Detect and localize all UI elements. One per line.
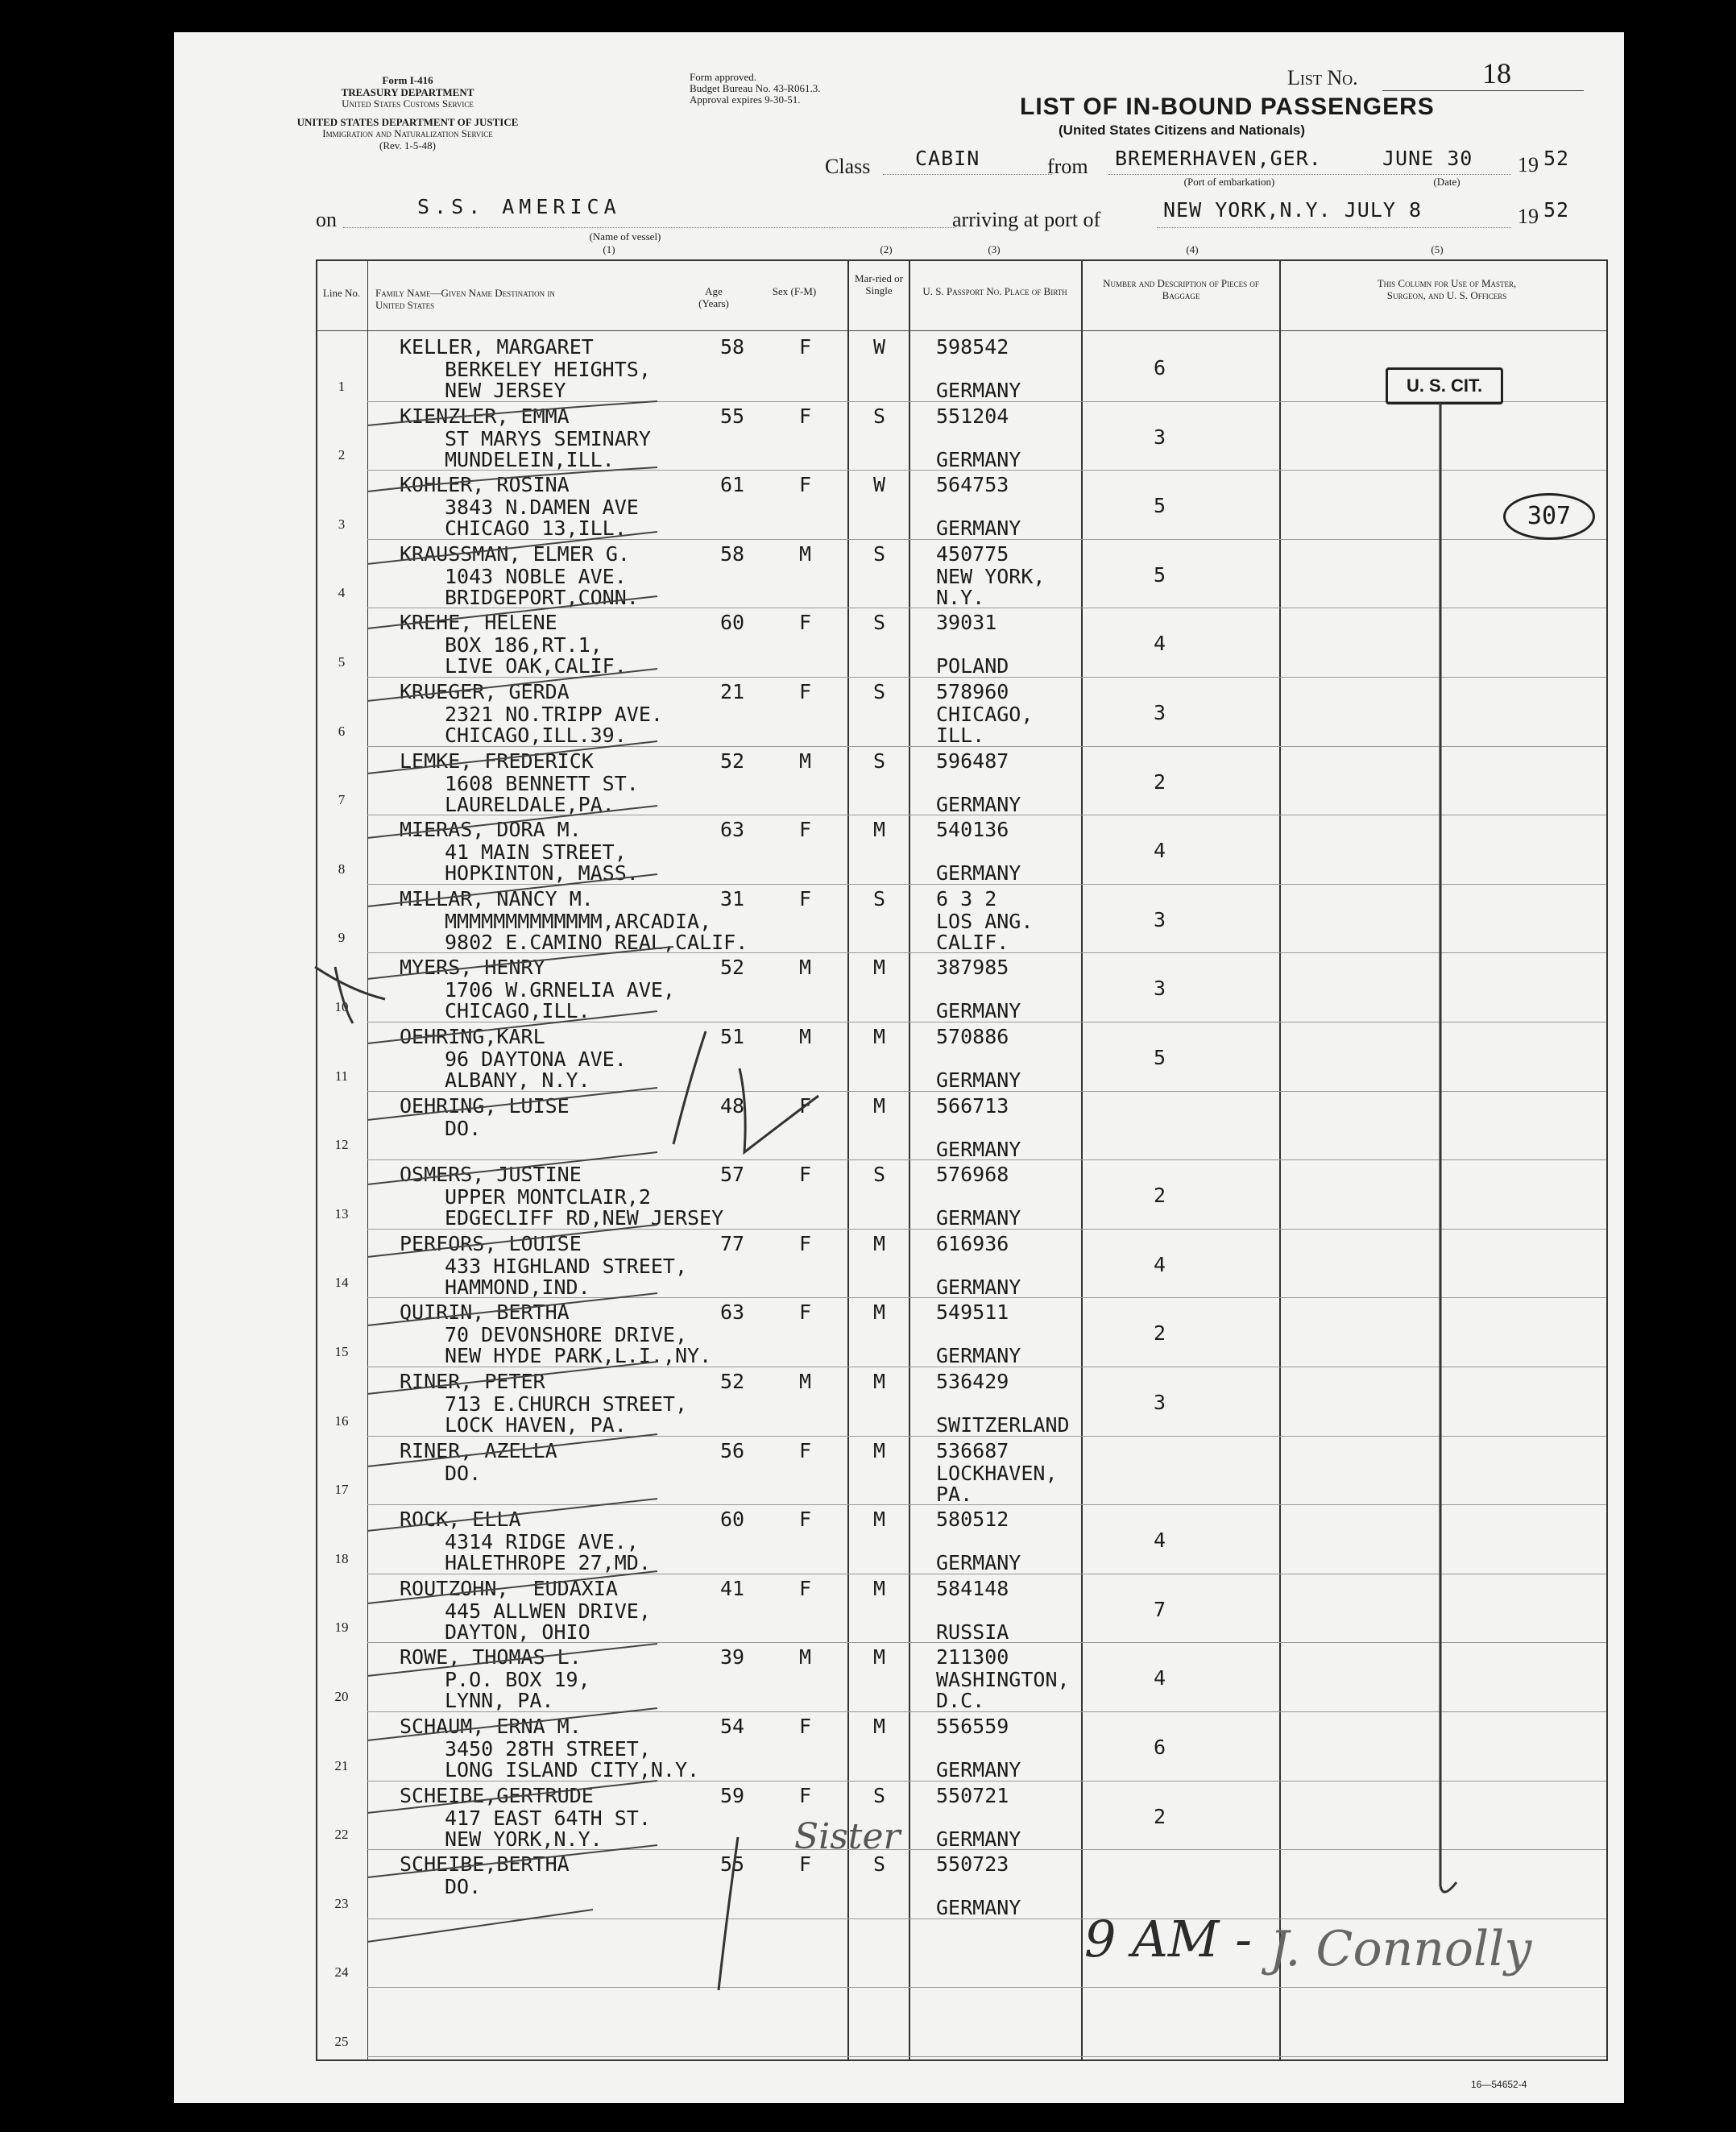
age: 77 [720,1231,745,1255]
place-of-birth-line2: GERMANY [936,999,1021,1023]
passport-number: 598542 [936,335,1009,359]
passport-number: 536429 [936,1370,1009,1393]
embarkation-date: JUNE 30 [1382,147,1473,170]
place-of-birth-line2: PA. [936,1482,973,1506]
baggage-count: 2 [1154,769,1166,794]
destination-line2: MUNDELEIN,ILL. [445,447,615,471]
destination-line2: DAYTON, OHIO [445,1620,590,1644]
place-of-birth-line2: GERMANY [936,792,1021,816]
destination-line1: 3843 N.DAMEN AVE [445,496,639,520]
place-of-birth-line2: GERMANY [936,516,1021,541]
destination-line1: DO. [445,1116,482,1140]
sex: F [799,886,812,910]
marital-status: M [873,956,886,980]
passport-number: 39031 [936,611,997,635]
baggage-count: 4 [1154,1528,1166,1553]
passport-number: 556559 [936,1715,1009,1738]
baggage-count: 2 [1154,1321,1166,1346]
age: 51 [720,1025,745,1048]
vessel-caption: (Name of vessel) [589,230,661,243]
passenger-name: ROUTZOHN, EUDAXIA [400,1576,618,1600]
destination-line2: 9802 E.CAMINO REAL,CALIF. [445,930,748,954]
pen-marks [174,32,1624,2103]
officer-signature: J. Connolly [1270,1921,1532,1977]
destination-line1: 417 EAST 64TH ST. [445,1806,651,1830]
arrival-port: NEW YORK,N.Y. JULY 8 [1163,198,1423,222]
age: 59 [720,1783,745,1807]
sex: M [799,541,812,566]
baggage-count: 4 [1154,1666,1166,1690]
age: 63 [720,1300,745,1325]
place-of-birth-line2: GERMANY [936,1137,1021,1161]
baggage-count: 2 [1154,1804,1166,1828]
marital-status: S [873,886,886,910]
destination-line2: LONG ISLAND CITY,N.Y. [445,1758,700,1782]
destination-line2: HALETHROPE 27,MD. [445,1551,651,1575]
age: 31 [720,886,745,910]
passport-number: 6 3 2 [936,886,997,910]
passport-number: 550721 [936,1783,1009,1807]
sex: F [799,1438,812,1462]
handwritten-sister: Sister [794,1816,901,1857]
passenger-name: KREHE, HELENE [400,611,557,635]
passport-number: 584148 [936,1576,1009,1600]
line-number: 5 [338,654,346,670]
marital-status: S [873,1783,886,1807]
destination-line1: BOX 186,RT.1, [445,633,603,657]
form-title: LIST OF IN-BOUND PASSENGERS [1020,93,1435,120]
line-number: 24 [334,1964,349,1981]
destination-line1: 1706 W.GRNELIA AVE, [445,978,675,1002]
arriving-label: arriving at port of [952,208,1101,231]
sex: F [799,1163,812,1187]
passport-number: 551204 [936,404,1009,428]
age: 55 [720,404,745,428]
destination-line2: CHICAGO,ILL.39. [445,724,627,747]
form-approved: Form approved. [690,71,757,83]
passenger-name: SCHAUM, ERNA M. [400,1715,582,1738]
header-baggage: Number and Description of Pieces of Baggage [1103,277,1259,301]
age: 60 [720,1508,745,1532]
age: 21 [720,680,745,703]
sex: F [799,1508,812,1532]
passenger-name: OEHRING,KARL [400,1025,545,1048]
destination-line2: EDGECLIFF RD,NEW JERSEY [445,1206,724,1230]
bracket-line [1440,403,1456,1892]
destination-line1: 96 DAYTONA AVE. [445,1047,627,1071]
destination-line1: 3450 28TH STREET, [445,1737,651,1761]
place-of-birth-line2: GERMANY [936,1206,1021,1230]
sex: M [799,749,812,773]
destination-line2: ALBANY, N.Y. [445,1068,590,1092]
marital-status: M [873,1300,886,1325]
destination-line1: 713 E.CHURCH STREET, [445,1392,688,1416]
baggage-count: 4 [1154,632,1166,656]
destination-line1: 2321 NO.TRIPP AVE. [445,703,663,726]
year-prefix: 19 [1518,205,1539,228]
destination-line1: 4314 RIDGE AVE., [445,1530,639,1554]
col-num: (1) [603,243,615,255]
header-officers: This Column for Use of Master, Surgeon, and U. S. Officers [1377,277,1517,301]
pen-slash [673,1031,706,1144]
passport-number: 549511 [936,1300,1009,1325]
place-of-birth-line1: LOS ANG. [936,909,1034,933]
place-of-birth-line2: ILL. [936,724,985,747]
line-number: 17 [334,1482,349,1498]
passport-number: 576968 [936,1163,1009,1187]
place-of-birth-line2: GERMANY [936,1551,1021,1575]
marital-status: S [873,1852,886,1877]
passenger-name: KELLER, MARGARET [400,335,594,359]
line-number: 18 [334,1550,349,1566]
line-number: 23 [334,1895,349,1911]
marital-status: M [873,1715,886,1738]
destination-line1: ST MARYS SEMINARY [445,426,651,450]
check-mark [315,967,385,1023]
baggage-count: 5 [1154,494,1166,518]
passenger-name: LEMKE, FREDERICK [400,749,594,773]
destination-line1: P.O. BOX 19, [445,1668,590,1692]
handwritten-time: 9 AM - [1084,1910,1253,1968]
passport-number: 566713 [936,1093,1009,1118]
destination-line2: CHICAGO,ILL. [445,999,590,1023]
baggage-count: 4 [1154,839,1166,863]
place-of-birth-line2: D.C. [936,1689,985,1713]
passport-number: 580512 [936,1508,1009,1532]
passenger-name: QUIRIN, BERTHA [400,1300,570,1325]
destination-line1: DO. [445,1875,482,1899]
line-number: 7 [338,792,346,808]
header-passport: U. S. Passport No. Place of Birth [922,285,1067,297]
marital-status: M [873,1508,886,1532]
port-caption: (Port of embarkation) [1183,176,1275,188]
marital-status: M [873,1645,886,1670]
line-number: 12 [334,1137,349,1153]
passenger-name: KRUEGER, GERDA [400,680,570,703]
place-of-birth-line2: GERMANY [936,1896,1021,1920]
sex: M [799,1025,812,1048]
cancel-strokes [367,401,673,1942]
place-of-birth-line2: GERMANY [936,379,1021,402]
baggage-count: 6 [1154,356,1166,380]
sex: F [799,404,812,428]
destination-line1: 1608 BENNETT ST. [445,771,639,795]
line-number: 4 [338,585,346,601]
baggage-count: 5 [1154,1046,1166,1069]
age: 54 [720,1715,745,1738]
destination-line2: HAMMOND,IND. [445,1275,590,1299]
marital-status: M [873,1093,886,1118]
destination-line2: CHICAGO 13,ILL. [445,516,627,541]
print-code: 16—54652-4 [1471,2079,1527,2090]
destination-line1: MMMMMMMMMMMMM,ARCADIA, [445,909,712,933]
passport-number: 387985 [936,956,1009,980]
passenger-name: MYERS, HENRY [400,956,545,980]
passport-number: 211300 [936,1645,1009,1670]
age: 61 [720,473,745,497]
destination-line1: 1043 NOBLE AVE. [445,564,627,588]
passenger-name: OSMERS, JUSTINE [400,1163,582,1187]
marital-status: W [873,473,886,497]
place-of-birth-line2: GERMANY [936,447,1021,471]
sex: M [799,1370,812,1393]
dept-treasury: TREASURY DEPARTMENT [341,86,474,98]
us-citizen-stamp: U. S. CIT. [1386,367,1503,404]
age: 48 [720,1093,745,1118]
marital-status: S [873,1163,886,1187]
from-label: from [1047,155,1088,178]
marital-status: W [873,335,886,359]
header-line-no: Line No. [322,287,361,299]
col-num: (4) [1186,243,1199,255]
passport-number: 570886 [936,1025,1009,1048]
passenger-name: OEHRING, LUISE [400,1093,570,1118]
col-num: (3) [988,243,1001,255]
arrival-year: 52 [1543,198,1570,222]
place-of-birth-line2: GERMANY [936,1344,1021,1368]
destination-line1: 70 DEVONSHORE DRIVE, [445,1323,688,1347]
marital-status: M [873,1438,886,1462]
line-number: 21 [334,1757,349,1773]
pen-slash [719,1837,738,1990]
age: 39 [720,1645,745,1670]
approval-expires: Approval expires 9-30-51. [690,93,801,106]
list-no-value: 18 [1482,57,1511,89]
sex: M [799,1645,812,1670]
place-of-birth-line1: CHICAGO, [936,703,1034,726]
place-of-birth-line2: GERMANY [936,861,1021,886]
passenger-name: SCHEIBE,BERTHA [400,1852,570,1877]
baggage-count: 3 [1154,1391,1166,1414]
place-of-birth-line2: RUSSIA [936,1620,1009,1644]
place-of-birth-line2: POLAND [936,654,1009,678]
destination-line2: NEW JERSEY [445,379,566,402]
destination-line1: UPPER MONTCLAIR,2 [445,1185,651,1209]
passport-number: 536687 [936,1438,1009,1462]
class-label: Class [825,155,871,178]
sex: M [799,956,812,980]
passenger-name: MILLAR, NANCY M. [400,886,594,910]
destination-line2: LIVE OAK,CALIF. [445,654,627,678]
age: 56 [720,1438,745,1462]
marital-status: M [873,1576,886,1600]
age: 52 [720,956,745,980]
passenger-manifest-sheet [174,32,1624,2103]
passport-number: 564753 [936,473,1009,497]
header-name: Family Name—Given Name Destination in United States [375,287,555,311]
destination-line2: NEW HYDE PARK,L.I.,NY. [445,1344,712,1368]
line-number: 20 [334,1689,349,1704]
port-of-embarkation: BREMERHAVEN,GER. [1115,147,1322,170]
sex: F [799,611,812,635]
place-of-birth-line2: GERMANY [936,1275,1021,1299]
passenger-name: ROCK, ELLA [400,1508,521,1532]
dept-justice-sub: Immigration and Naturalization Service [322,127,493,139]
on-label: on [316,208,337,231]
place-of-birth-line1: NEW YORK, [936,564,1046,588]
sex: F [799,1852,812,1877]
age: 58 [720,335,745,359]
line-number: 11 [334,1068,349,1084]
place-of-birth-line2: N.Y. [936,585,985,609]
passenger-name: KIENZLER, EMMA [400,404,570,428]
sex: F [799,335,812,359]
line-number: 8 [338,861,346,877]
destination-line1: BERKELEY HEIGHTS, [445,358,651,381]
header-married: Mar-ried or Single [854,272,904,297]
place-of-birth-line2: CALIF. [936,930,1009,954]
col-num: (5) [1431,243,1444,255]
line-number: 1 [338,378,346,394]
baggage-count: 5 [1154,562,1166,587]
marital-status: M [873,1025,886,1048]
destination-line2: LOCK HAVEN, PA. [445,1413,627,1437]
line-number: 3 [338,516,346,532]
passenger-name: KOHLER, ROSINA [400,473,570,497]
line-number: 9 [338,930,346,946]
pen-scribble [740,1068,818,1152]
line-number: 16 [334,1412,349,1429]
baggage-count: 3 [1154,425,1166,449]
line-number: 19 [334,1620,349,1636]
destination-line1: 41 MAIN STREET, [445,840,627,865]
revision: (Rev. 1-5-48) [379,139,436,151]
passenger-name: RINER, AZELLA [400,1438,557,1462]
baggage-count: 3 [1154,977,1166,1001]
sex: F [799,818,812,842]
header-sex: Sex (F-M) [772,285,817,297]
passenger-name: RINER, PETER [400,1370,545,1393]
baggage-count: 2 [1154,1184,1166,1208]
age: 63 [720,818,745,842]
year-prefix: 19 [1518,153,1539,176]
budget-bureau: Budget Bureau No. 43-R061.3. [690,82,821,94]
destination-line1: 445 ALLWEN DRIVE, [445,1599,651,1623]
marital-status: S [873,404,886,428]
marital-status: M [873,818,886,842]
place-of-birth-line2: GERMANY [936,1758,1021,1782]
destination-line2: LAURELDALE,PA. [445,792,615,816]
sex: F [799,1783,812,1807]
baggage-count: 7 [1154,1597,1166,1621]
passport-number: 578960 [936,680,1009,703]
destination-line2: LYNN, PA. [445,1689,554,1713]
passenger-name: SCHEIBE,GERTRUDE [400,1783,594,1807]
marital-status: M [873,1370,886,1393]
class-value: CABIN [915,147,980,170]
age: 57 [720,1163,745,1187]
col-num: (2) [880,243,893,255]
destination-line1: DO. [445,1461,482,1485]
passport-number: 596487 [936,749,1009,773]
sex: F [799,680,812,703]
marital-status: S [873,611,886,635]
place-of-birth-line2: SWITZERLAND [936,1413,1070,1437]
age: 58 [720,541,745,566]
dept-treasury-sub: United States Customs Service [342,97,474,110]
passenger-name: ROWE, THOMAS L. [400,1645,582,1670]
line-number: 14 [334,1275,349,1291]
place-of-birth-line2: GERMANY [936,1827,1021,1851]
place-of-birth-line1: LOCKHAVEN, [936,1461,1058,1485]
baggage-count: 6 [1154,1736,1166,1759]
marital-status: S [873,541,886,566]
destination-line2: BRIDGEPORT,CONN. [445,585,639,609]
baggage-count: 4 [1154,1252,1166,1276]
embarkation-year: 52 [1543,147,1570,170]
sex: F [799,1576,812,1600]
passport-number: 616936 [936,1231,1009,1255]
age: 60 [720,611,745,635]
marital-status: S [873,749,886,773]
age: 52 [720,1370,745,1393]
baggage-count: 3 [1154,701,1166,724]
sex: F [799,1715,812,1738]
form-subtitle: (United States Citizens and Nationals) [1059,122,1306,138]
line-number: 22 [334,1827,349,1843]
place-of-birth-line1: WASHINGTON, [936,1668,1070,1692]
form-number: Form I-416 [382,74,433,86]
line-number: 10 [334,999,349,1014]
marital-status: M [873,1231,886,1255]
passenger-name: KRAUSSMAN, ELMER G. [400,541,630,566]
passport-number: 540136 [936,818,1009,842]
vessel-name: S.S. AMERICA [417,195,621,218]
age: 41 [720,1576,745,1600]
dept-justice: UNITED STATES DEPARTMENT OF JUSTICE [296,116,519,128]
header-age: Age (Years) [698,285,729,309]
passport-number: 450775 [936,541,1009,566]
passenger-name: PERFORS, LOUISE [400,1231,582,1255]
line-number: 15 [334,1344,349,1359]
passenger-name: MIERAS, DORA M. [400,818,582,842]
destination-line2: NEW YORK,N.Y. [445,1827,603,1851]
sex: F [799,473,812,497]
sex: F [799,1300,812,1325]
line-number: 2 [338,447,346,463]
number-stamp: 307 [1503,493,1595,540]
destination-line2: HOPKINTON, MASS. [445,861,639,886]
age: 52 [720,749,745,773]
passport-number: 550723 [936,1852,1009,1877]
list-no-label: List No. [1287,66,1358,89]
sex: F [799,1093,812,1118]
baggage-count: 3 [1154,907,1166,931]
place-of-birth-line2: GERMANY [936,1068,1021,1092]
line-number: 13 [334,1205,349,1222]
destination-line1: 433 HIGHLAND STREET, [445,1254,688,1278]
sex: F [799,1231,812,1255]
marital-status: S [873,680,886,703]
line-number: 25 [334,2034,349,2049]
age: 55 [720,1852,745,1877]
date-caption: (Date) [1433,176,1460,188]
line-number: 6 [338,723,346,739]
